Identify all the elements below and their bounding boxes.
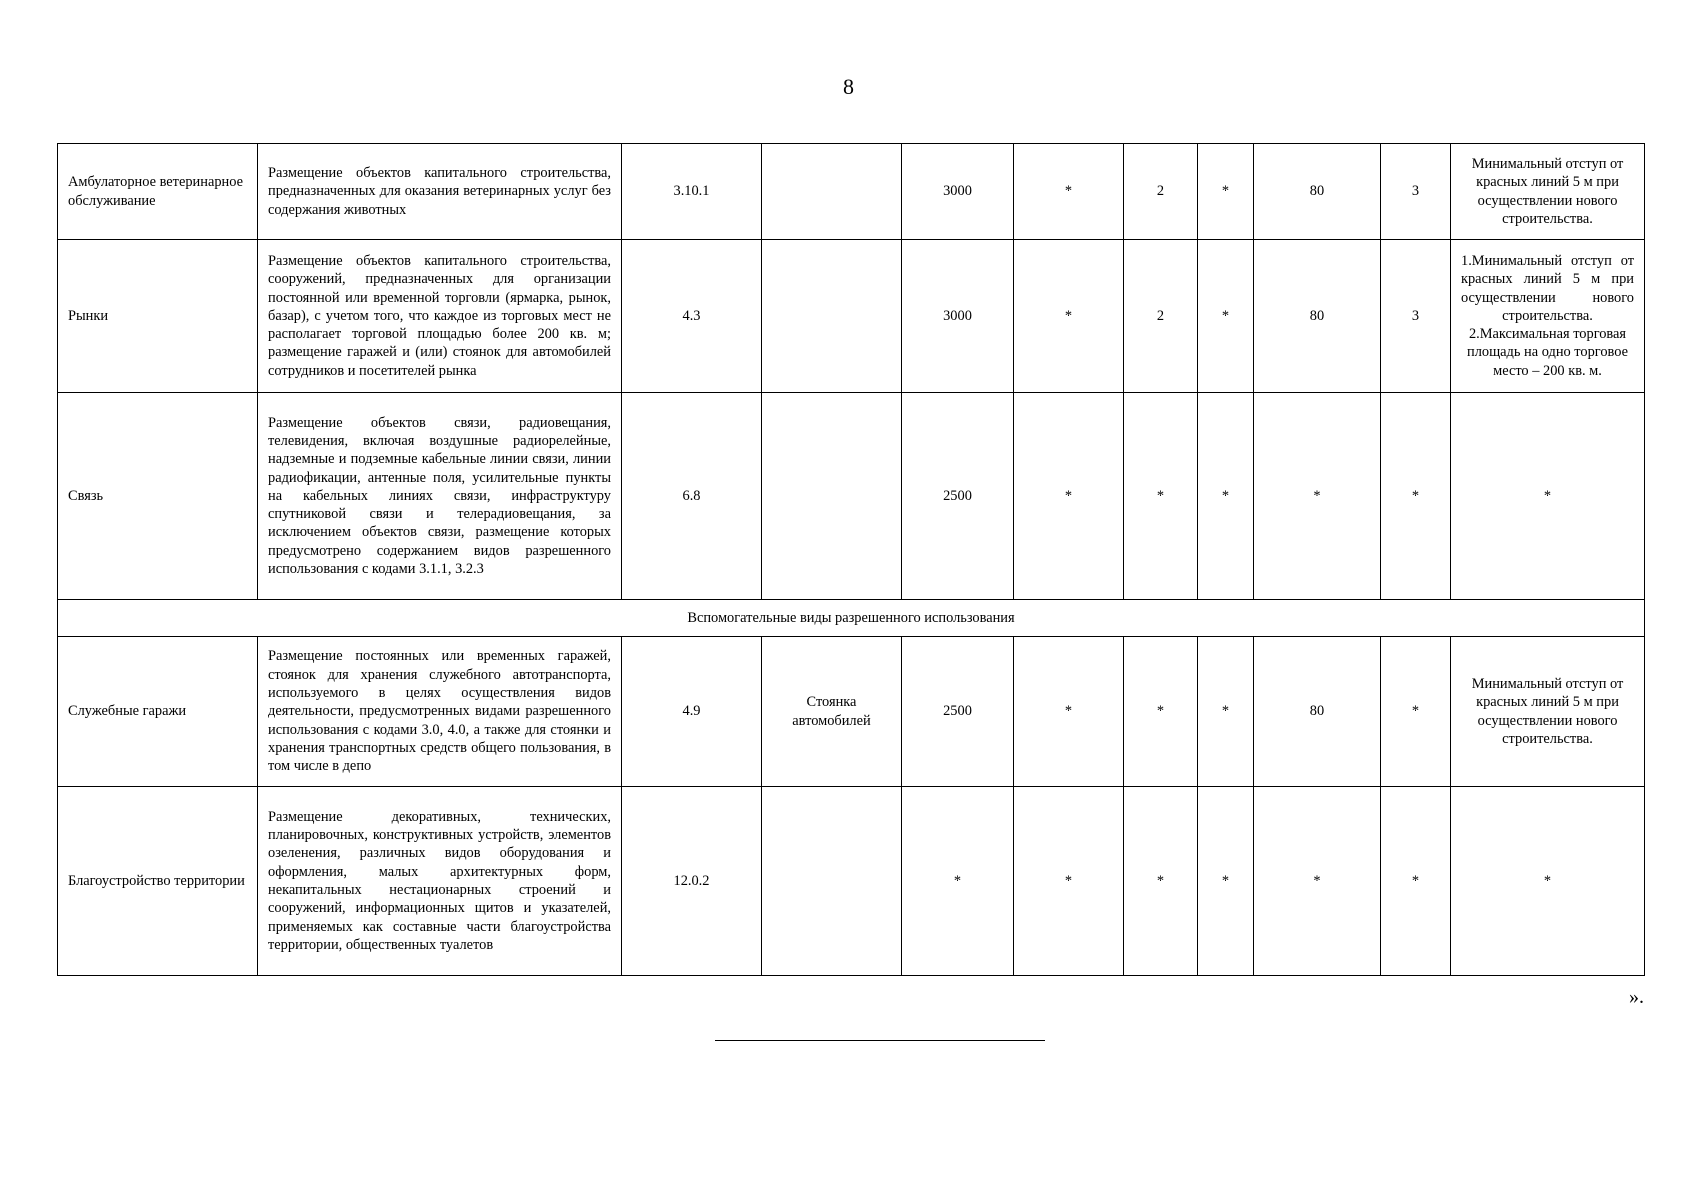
use-type-name: Благоустройство территории <box>58 787 258 976</box>
parameter-value: 3 <box>1381 144 1451 240</box>
table-row <box>58 144 1645 240</box>
parameter-value: * <box>1124 637 1198 787</box>
parameter-value: * <box>1198 637 1254 787</box>
page-number: 8 <box>843 74 854 99</box>
closing-quote-mark: ». <box>1629 986 1644 1008</box>
auxiliary-use <box>762 393 902 600</box>
classifier-code: 4.9 <box>622 637 762 787</box>
parameter-value: 2500 <box>902 393 1014 600</box>
parameter-value: 2 <box>1124 240 1198 393</box>
use-type-name: Рынки <box>58 240 258 393</box>
parameter-value: 80 <box>1254 240 1381 393</box>
use-type-description: Размещение объектов связи, радиовещания, телевидения, включая воздушные радиорелейные, надземные и подземные кабельные линии связи, линии радиофикации, антенные поля, усилительные пункты на кабельных линиях связи, инфраструктуру спутниковой связи и телерадиовещания, за исключением объектов связи, размещение которых предусмотрено содержанием видов разрешенного использования с кодами 3.1.1, 3.2.3 <box>258 393 622 600</box>
parameter-value: * <box>1198 240 1254 393</box>
classifier-code: 3.10.1 <box>622 144 762 240</box>
auxiliary-use <box>762 144 902 240</box>
parameter-value: * <box>1198 393 1254 600</box>
restriction-note: * <box>1451 787 1645 976</box>
parameter-value: * <box>1124 787 1198 976</box>
parameter-value: * <box>902 787 1014 976</box>
restriction-note: * <box>1451 393 1645 600</box>
parameter-value: 2 <box>1124 144 1198 240</box>
use-type-name: Служебные гаражи <box>58 637 258 787</box>
parameter-value: * <box>1254 393 1381 600</box>
parameter-value: * <box>1254 787 1381 976</box>
parameter-value: * <box>1014 144 1124 240</box>
classifier-code: 4.3 <box>622 240 762 393</box>
parameter-value: 3000 <box>902 240 1014 393</box>
restriction-note: Минимальный отступ от красных линий 5 м при осуществлении нового строительства. <box>1451 144 1645 240</box>
parameter-value: 2500 <box>902 637 1014 787</box>
parameter-value: 3 <box>1381 240 1451 393</box>
parameter-value: 80 <box>1254 637 1381 787</box>
classifier-code: 6.8 <box>622 393 762 600</box>
parameter-value: * <box>1198 787 1254 976</box>
parameter-value: * <box>1124 393 1198 600</box>
parameter-value: * <box>1014 393 1124 600</box>
parameter-value: * <box>1014 637 1124 787</box>
table-row <box>58 637 1645 787</box>
use-type-description: Размещение постоянных или временных гаражей, стоянок для хранения служебного автотранспорта, используемого в целях осуществления видов деятельности, предусмотренных видами разрешенного использования с кодами 3.0, 4.0, а также для стоянки и хранения транспортных средств общего пользования, в том числе в депо <box>258 637 622 787</box>
auxiliary-use: Стоянка автомобилей <box>762 637 902 787</box>
table-row <box>58 787 1645 976</box>
use-type-description: Размещение декоративных, технических, планировочных, конструктивных устройств, элементов озеленения, различных видов оборудования и оформления, малых архитектурных форм, некапитальных нестационарных строений и сооружений, информационных щитов и указателей, применяемых как составные части благоустройства территории, общественных туалетов <box>258 787 622 976</box>
classifier-code: 12.0.2 <box>622 787 762 976</box>
parameter-value: * <box>1198 144 1254 240</box>
parameter-value: * <box>1381 637 1451 787</box>
table-row <box>58 240 1645 393</box>
restriction-note <box>1451 240 1645 393</box>
section-title: Вспомогательные виды разрешенного использования <box>58 600 1645 637</box>
use-type-description: Размещение объектов капитального строительства, предназначенных для оказания ветеринарных услуг без содержания животных <box>258 144 622 240</box>
use-type-name: Связь <box>58 393 258 600</box>
land-use-table <box>57 143 1645 976</box>
restriction-note-line: 2.Максимальная торговая площадь на одно торговое место – 200 кв. м. <box>1467 326 1628 379</box>
parameter-value: 80 <box>1254 144 1381 240</box>
parameter-value: * <box>1381 393 1451 600</box>
use-type-name: Амбулаторное ветеринарное обслуживание <box>58 144 258 240</box>
end-of-document-line <box>715 1040 1045 1041</box>
restriction-note: Минимальный отступ от красных линий 5 м при осуществлении нового строительства. <box>1451 637 1645 787</box>
parameter-value: * <box>1014 240 1124 393</box>
auxiliary-use <box>762 240 902 393</box>
section-header-row <box>58 600 1645 637</box>
table-row <box>58 393 1645 600</box>
use-type-description: Размещение объектов капитального строительства, сооружений, предназначенных для организации постоянной или временной торговли (ярмарка, рынок, базар), с учетом того, что каждое из торговых мест не располагает торговой площадью более 200 кв. м; размещение гаражей и (или) стоянок для автомобилей сотрудников и посетителей рынка <box>258 240 622 393</box>
parameter-value: * <box>1381 787 1451 976</box>
parameter-value: 3000 <box>902 144 1014 240</box>
auxiliary-use <box>762 787 902 976</box>
parameter-value: * <box>1014 787 1124 976</box>
restriction-note-line: 1.Минимальный отступ от красных линий 5 м при осуществлении нового строительства. <box>1461 252 1634 324</box>
